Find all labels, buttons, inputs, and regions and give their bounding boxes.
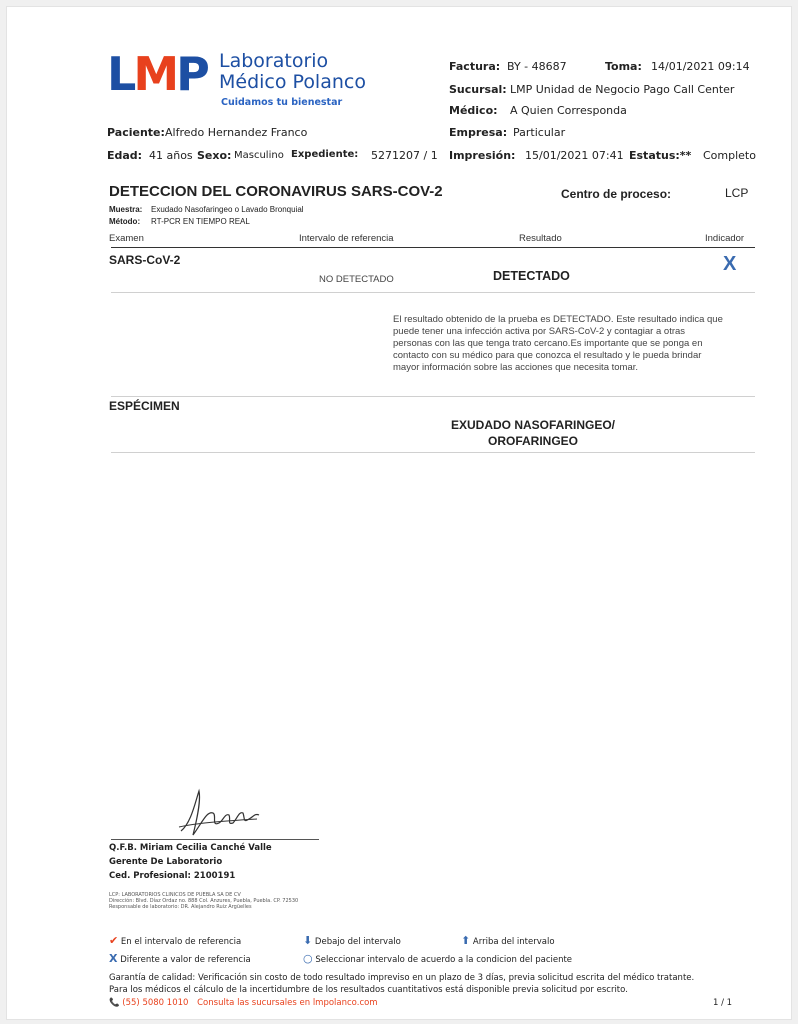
study-title: DETECCION DEL CORONAVIRUS SARS-COV-2 [109,183,443,200]
note-divider [111,396,755,397]
paciente-label: Paciente: [107,126,165,139]
check-icon: ✔ [109,934,119,947]
phone-icon: 📞 [109,998,120,1008]
logo-text [219,51,366,93]
signer-role: Gerente De Laboratorio [109,857,223,867]
muestra-label: Muestra: [109,205,143,214]
sexo-value: Masculino [234,150,284,161]
sucursales-link[interactable]: Consulta las sucursales en lmpolanco.com [197,998,378,1008]
logo-name-line1: Laboratorio [219,50,329,72]
col-intervalo: Intervalo de referencia [299,233,394,244]
circle-icon: ○ [303,952,313,965]
paciente-value: Alfredo Hernandez Franco [165,126,308,139]
specimen-line1: EXUDADO NASOFARINGEO/ [450,418,615,432]
specimen-divider [111,452,755,453]
col-resultado: Resultado [519,233,562,244]
lmp-logo: LMP [107,47,207,101]
legend-select-label: Seleccionar intervalo de acuerdo a la condicion del paciente [315,955,573,965]
exam-name: SARS-CoV-2 [109,253,181,267]
specimen-value [399,417,667,449]
phone-number: (55) 5080 1010 [122,998,189,1008]
toma-value: 14/01/2021 09:14 [651,60,750,73]
sucursal-value: LMP Unidad de Negocio Pago Call Center [510,83,735,96]
legend-below-label: Debajo del intervalo [314,937,401,947]
legend-in-range-label: En el intervalo de referencia [120,937,242,947]
specimen-label: ESPÉCIMEN [109,399,180,413]
signature-line [111,839,319,840]
estatus-value: Completo [703,149,756,162]
guarantee-line1: Garantía de calidad: Verificación sin costo de todo resultado impreviso en un plazo de 3 días, previa solicitud escrita del médico tratante. [109,973,695,983]
factura-value: BY - 48687 [507,60,567,73]
legend-select [303,952,572,965]
result-note: El resultado obtenido de la prueba es DETECTADO. Este resultado indica que puede tener una infección activa por SARS-CoV-2 y contagiar a otras personas con las que tenga trato cercano.Es importante que se ponga en contacto con su médico para que conozca el resultado y le pueda brindar mayor información sobre las acciones que necesita tomar. [393,314,723,373]
result-value: DETECTADO [493,269,570,283]
edad-value: 41 años [149,149,193,162]
legend-below [303,934,401,947]
signer-name: Q.F.B. Miriam Cecilia Canché Valle [109,843,272,853]
legend-different [109,952,251,965]
metodo-label: Método: [109,217,141,226]
centro-label: Centro de proceso: [561,187,672,201]
medico-label: Médico: [449,104,498,117]
muestra-value: Exudado Nasofaringeo o Lavado Bronquial [151,205,304,214]
expediente-value: 5271207 / 1 [371,149,438,162]
row-divider [111,292,755,293]
specimen-line2: OROFARINGEO [487,434,578,448]
legend-different-label: Diferente a valor de referencia [120,955,251,965]
empresa-label: Empresa: [449,126,508,139]
medico-value: A Quien Corresponda [510,104,627,117]
expediente-label: Expediente: [291,149,359,160]
logo-tagline: Cuidamos tu bienestar [221,97,343,108]
legend-above-label: Arriba del intervalo [472,937,555,947]
reference-value: NO DETECTADO [319,274,394,285]
contact-line [109,998,378,1008]
guarantee-line2: Para los médicos el cálculo de la incertidumbre de los resultados cuantitativos está disponible previa solicitud por escrito. [109,985,628,995]
centro-value: LCP [725,186,749,200]
signature-image [173,783,263,839]
arrow-down-icon: ⬇ [303,934,313,947]
sexo-label: Sexo: [197,149,232,162]
sucursal-label: Sucursal: [449,83,507,96]
indicator-x-icon: X [723,253,737,275]
lab-info-line2: Dirección: Blvd. Díaz Ordaz no. 888 Col. Anzures, Puebla, Puebla. CP. 72530 [109,898,299,904]
signer-cedula: Ced. Profesional: 2100191 [109,871,236,881]
lab-info-line3: Responsable de laboratorio: DR. Alejandro Ruiz Argüelles [109,904,252,910]
arrow-up-icon: ⬆ [461,934,471,947]
lab-info [109,892,298,910]
lab-info-line1: LCP: LABORATORIOS CLINICOS DE PUEBLA SA DE CV [109,892,241,898]
impresion-label: Impresión: [449,149,516,162]
page-number: 1 / 1 [713,998,733,1008]
header-divider [111,247,755,248]
metodo-value: RT-PCR EN TIEMPO REAL [151,217,250,226]
impresion-value: 15/01/2021 07:41 [525,149,624,162]
factura-label: Factura: [449,60,501,73]
x-icon: X [109,952,118,965]
empresa-value: Particular [513,126,566,139]
legend-in-range [109,934,241,947]
toma-label: Toma: [605,60,642,73]
report-page [6,6,792,1020]
edad-label: Edad: [107,149,143,162]
logo-name-line2: Médico Polanco [219,71,366,93]
col-indicador: Indicador [705,233,745,244]
col-examen: Examen [109,233,144,244]
legend-above [461,934,555,947]
estatus-label: Estatus:** [629,149,692,162]
